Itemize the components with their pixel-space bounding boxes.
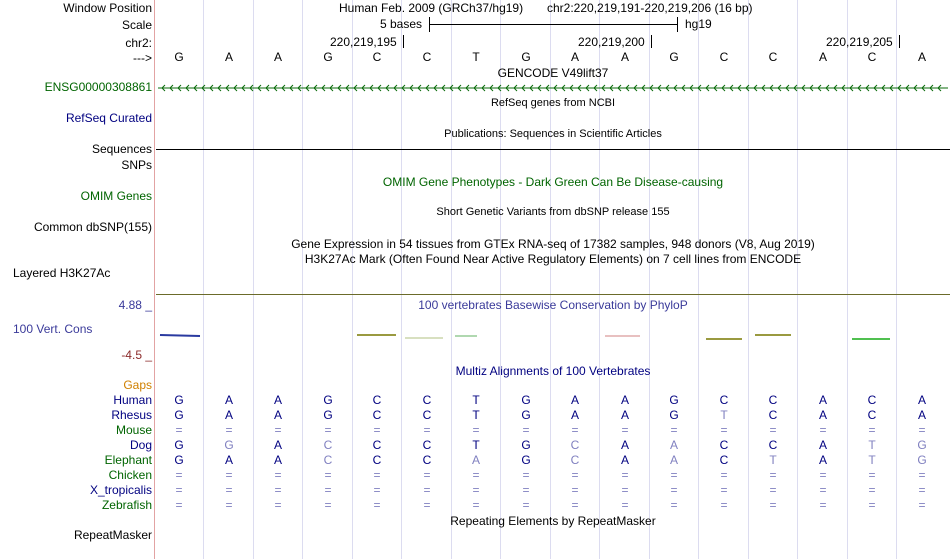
alignment-base: G: [174, 408, 184, 422]
track-title-multiz: Multiz Alignments of 100 Vertebrates: [455, 364, 651, 378]
alignment-base: =: [769, 423, 777, 437]
alignment-base: =: [670, 498, 678, 512]
alignment-base: C: [422, 408, 432, 422]
coord-tick-label: 220,219,205: [826, 35, 893, 49]
track-title-omim: OMIM Gene Phenotypes - Dark Green Can Be Disease-causing: [382, 175, 724, 189]
alignment-base: =: [274, 423, 282, 437]
alignment-base: =: [324, 483, 332, 497]
sequence-base: C: [768, 50, 778, 64]
position-readout: chr2:220,219,191-220,219,206 (16 bp): [547, 1, 753, 15]
alignment-base: =: [472, 468, 480, 482]
sequence-base: C: [867, 50, 877, 64]
alignment-base: G: [224, 438, 234, 452]
alignment-base: =: [225, 498, 233, 512]
coord-tick-label: 220,219,195: [330, 35, 397, 49]
alignment-base: C: [422, 393, 432, 407]
alignment-base: =: [522, 423, 530, 437]
alignment-base: =: [373, 483, 381, 497]
alignment-base: =: [274, 468, 282, 482]
track-label-omim[interactable]: OMIM Genes: [80, 189, 152, 203]
track-title-repeatmasker: Repeating Elements by RepeatMasker: [450, 514, 656, 528]
alignment-base: C: [422, 453, 432, 467]
alignment-base: T: [472, 393, 480, 407]
alignment-base: A: [917, 408, 926, 422]
alignment-base: =: [621, 468, 629, 482]
alignment-base: T: [868, 453, 876, 467]
species-label-chicken: Chicken: [108, 468, 152, 482]
species-label-zebrafish: Zebrafish: [101, 498, 152, 512]
alignment-base: G: [174, 438, 184, 452]
alignment-base: =: [571, 423, 579, 437]
alignment-base: =: [720, 423, 728, 437]
alignment-base: =: [522, 498, 530, 512]
track-label-sequences[interactable]: Sequences: [91, 142, 152, 156]
sequence-base: C: [719, 50, 729, 64]
track-label-gaps[interactable]: Gaps: [123, 378, 152, 392]
track-label-snps[interactable]: SNPs: [121, 158, 152, 172]
track-title-refseq: RefSeq genes from NCBI: [490, 97, 616, 109]
alignment-base: =: [373, 423, 381, 437]
alignment-base: =: [769, 498, 777, 512]
track-title-gencode: GENCODE V49lift37: [497, 66, 609, 80]
alignment-base: =: [472, 498, 480, 512]
alignment-base: C: [768, 393, 778, 407]
alignment-base: C: [768, 438, 778, 452]
alignment-base: =: [769, 468, 777, 482]
alignment-base: =: [819, 483, 827, 497]
alignment-base: =: [175, 423, 183, 437]
chrom-label: chr2:: [125, 36, 152, 50]
alignment-base: G: [669, 408, 679, 422]
alignment-base: G: [521, 438, 531, 452]
species-label-rhesus: Rhesus: [111, 408, 152, 422]
alignment-base: C: [719, 393, 729, 407]
alignment-base: =: [918, 498, 926, 512]
sequence-base: A: [917, 50, 926, 64]
track-title-h3k27ac: H3K27Ac Mark (Often Found Near Active Regulatory Elements) on 7 cell lines from ENCODE: [304, 252, 802, 266]
alignment-base: =: [522, 483, 530, 497]
alignment-base: =: [819, 423, 827, 437]
alignment-base: A: [471, 453, 480, 467]
track-title-phylop: 100 vertebrates Basewise Conservation by PhyloP: [418, 298, 688, 312]
alignment-base: G: [174, 453, 184, 467]
track-label-cons[interactable]: 100 Vert. Cons: [13, 322, 93, 336]
alignment-base: =: [571, 468, 579, 482]
species-label-xtropicalis: X_tropicalis: [89, 483, 152, 497]
alignment-base: =: [175, 498, 183, 512]
alignment-base: =: [423, 498, 431, 512]
alignment-base: A: [917, 393, 926, 407]
alignment-base: C: [372, 393, 382, 407]
alignment-base: C: [323, 453, 333, 467]
alignment-base: G: [521, 453, 531, 467]
alignment-base: =: [274, 483, 282, 497]
alignment-base: G: [917, 438, 927, 452]
alignment-base: G: [323, 393, 333, 407]
alignment-base: A: [224, 453, 233, 467]
alignment-base: =: [225, 423, 233, 437]
species-label-dog: Dog: [129, 438, 152, 452]
sequence-base: A: [570, 50, 579, 64]
scale-assembly: hg19: [685, 17, 712, 31]
alignment-base: =: [571, 498, 579, 512]
phylop-min-label: -4.5 _: [121, 348, 152, 362]
sequence-base: A: [273, 50, 282, 64]
alignment-base: T: [472, 438, 480, 452]
alignment-base: T: [720, 408, 728, 422]
alignment-base: C: [323, 438, 333, 452]
alignment-base: =: [918, 423, 926, 437]
alignment-base: =: [324, 423, 332, 437]
alignment-base: =: [670, 483, 678, 497]
phylop-max-label: 4.88 _: [118, 298, 152, 312]
alignment-base: =: [225, 468, 233, 482]
alignment-base: C: [570, 438, 580, 452]
alignment-base: C: [570, 453, 580, 467]
alignment-base: A: [669, 438, 678, 452]
alignment-base: =: [621, 423, 629, 437]
alignment-base: G: [323, 408, 333, 422]
alignment-base: =: [423, 468, 431, 482]
alignment-base: A: [620, 453, 629, 467]
sequence-base: A: [620, 50, 629, 64]
alignment-base: =: [522, 468, 530, 482]
alignment-base: A: [620, 438, 629, 452]
track-title-dbsnp: Short Genetic Variants from dbSNP release 155: [436, 206, 670, 218]
alignment-base: A: [818, 453, 827, 467]
assembly-title: Human Feb. 2009 (GRCh37/hg19): [339, 1, 524, 15]
alignment-base: =: [472, 423, 480, 437]
alignment-base: =: [373, 468, 381, 482]
alignment-base: G: [521, 408, 531, 422]
alignment-base: G: [521, 393, 531, 407]
alignment-base: T: [769, 453, 777, 467]
window-position-label: Window Position: [63, 1, 152, 15]
alignment-base: =: [373, 498, 381, 512]
scale-label: Scale: [121, 18, 152, 32]
alignment-base: G: [669, 393, 679, 407]
sequence-base: C: [372, 50, 382, 64]
alignment-base: A: [620, 393, 629, 407]
alignment-base: A: [224, 393, 233, 407]
alignment-base: A: [273, 438, 282, 452]
alignment-base: =: [868, 468, 876, 482]
alignment-base: =: [918, 468, 926, 482]
sequence-base: G: [669, 50, 679, 64]
alignment-base: A: [273, 393, 282, 407]
alignment-base: =: [670, 468, 678, 482]
scale-text: 5 bases: [380, 17, 423, 31]
alignment-base: =: [621, 498, 629, 512]
alignment-base: A: [273, 408, 282, 422]
alignment-base: A: [273, 453, 282, 467]
alignment-base: C: [867, 393, 877, 407]
sequence-base: G: [174, 50, 184, 64]
sequence-base: G: [521, 50, 531, 64]
alignment-base: C: [867, 408, 877, 422]
alignment-base: C: [768, 408, 778, 422]
alignment-base: =: [175, 468, 183, 482]
alignment-base: =: [868, 498, 876, 512]
alignment-base: =: [175, 483, 183, 497]
alignment-base: =: [819, 498, 827, 512]
sequence-base: A: [224, 50, 233, 64]
sequence-base: T: [472, 50, 480, 64]
track-label-h3k27ac[interactable]: Layered H3K27Ac: [13, 266, 111, 280]
alignment-base: A: [570, 393, 579, 407]
track-label-repeatmasker[interactable]: RepeatMasker: [73, 528, 152, 542]
alignment-base: =: [868, 423, 876, 437]
track-label-refseq[interactable]: RefSeq Curated: [65, 111, 152, 125]
coord-tick-label: 220,219,200: [578, 35, 645, 49]
alignment-base: =: [819, 468, 827, 482]
track-label-ensembl[interactable]: ENSG00000308861: [44, 80, 152, 94]
alignment-base: =: [720, 498, 728, 512]
alignment-base: T: [472, 408, 480, 422]
alignment-base: C: [719, 453, 729, 467]
alignment-base: A: [818, 393, 827, 407]
alignment-base: =: [670, 423, 678, 437]
alignment-base: =: [918, 483, 926, 497]
alignment-base: A: [818, 408, 827, 422]
species-label-mouse: Mouse: [115, 423, 152, 437]
track-title-publications: Publications: Sequences in Scientific Articles: [444, 128, 662, 140]
sequence-base: G: [323, 50, 333, 64]
strand-label: --->: [133, 51, 152, 65]
alignment-base: C: [719, 438, 729, 452]
alignment-base: A: [570, 408, 579, 422]
alignment-base: =: [571, 483, 579, 497]
alignment-base: =: [868, 483, 876, 497]
alignment-base: =: [225, 483, 233, 497]
alignment-base: =: [720, 468, 728, 482]
species-label-human: Human: [113, 393, 152, 407]
alignment-base: C: [372, 438, 382, 452]
alignment-base: A: [669, 453, 678, 467]
alignment-base: =: [621, 483, 629, 497]
track-title-gtex: Gene Expression in 54 tissues from GTEx RNA-seq of 17382 samples, 948 donors (V8, Aug 2019): [291, 237, 815, 251]
sequence-base: C: [422, 50, 432, 64]
alignment-base: T: [868, 438, 876, 452]
track-label-dbsnp[interactable]: Common dbSNP(155): [33, 220, 152, 234]
alignment-base: =: [720, 483, 728, 497]
alignment-base: A: [620, 408, 629, 422]
alignment-base: A: [818, 438, 827, 452]
alignment-base: =: [472, 483, 480, 497]
alignment-base: =: [324, 498, 332, 512]
alignment-base: A: [224, 408, 233, 422]
sequence-base: A: [818, 50, 827, 64]
alignment-base: =: [274, 498, 282, 512]
alignment-base: =: [324, 468, 332, 482]
alignment-base: =: [423, 423, 431, 437]
alignment-base: =: [769, 483, 777, 497]
alignment-base: C: [372, 453, 382, 467]
phylop-bar: [160, 335, 200, 336]
species-label-elephant: Elephant: [104, 453, 152, 467]
alignment-base: C: [422, 438, 432, 452]
alignment-base: C: [372, 408, 382, 422]
alignment-base: G: [917, 453, 927, 467]
alignment-base: G: [174, 393, 184, 407]
alignment-base: =: [423, 483, 431, 497]
